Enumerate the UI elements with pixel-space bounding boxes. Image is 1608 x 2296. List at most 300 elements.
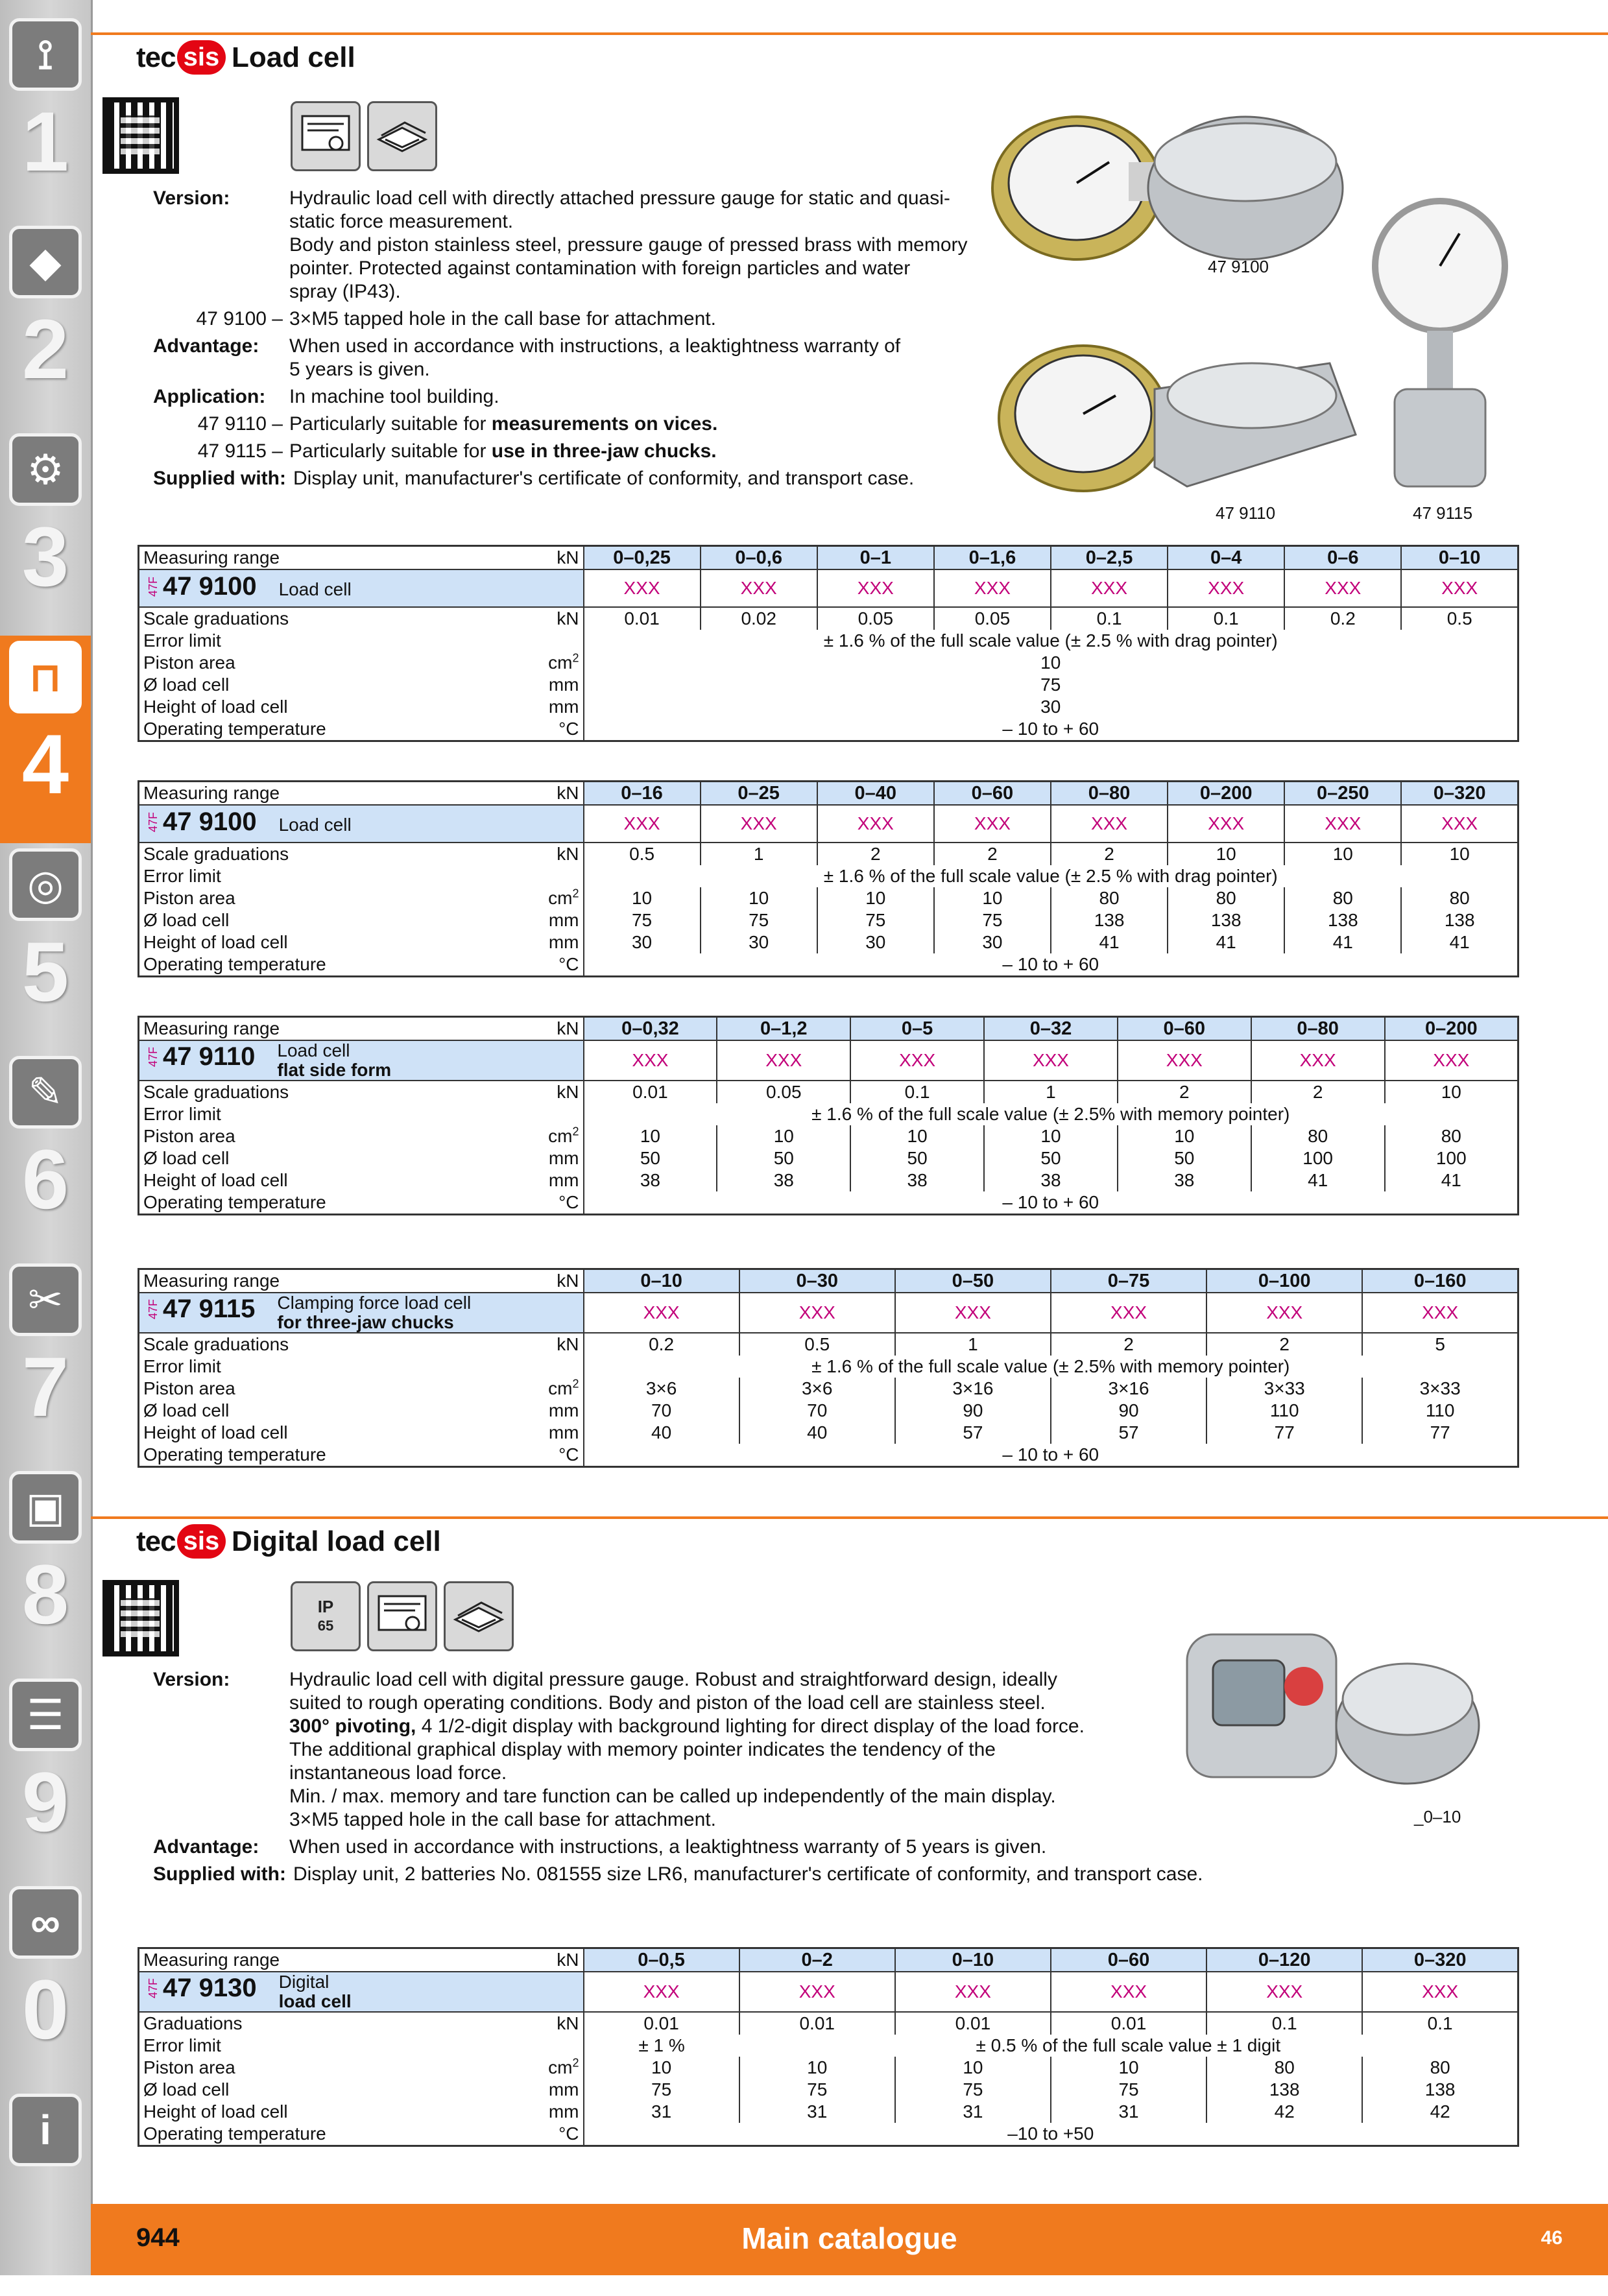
- table-row: [139, 1191, 1518, 1215]
- unit-cell: mm: [548, 1400, 579, 1420]
- unit-cell: $cm^2$: [548, 2057, 579, 2077]
- unit-cell: kN: [557, 2013, 579, 2033]
- product-name: [277, 1293, 471, 1332]
- price-cell[interactable]: XXX: [701, 569, 817, 607]
- table-row: [139, 843, 1518, 865]
- wrench-icon: ✎: [9, 1056, 82, 1129]
- chapter-number: 6: [21, 1132, 69, 1226]
- value-cell: 50: [1118, 1147, 1251, 1169]
- value-cell: 10: [895, 2057, 1051, 2079]
- row-label: Piston area: [143, 652, 235, 673]
- range-header: 0–80: [1251, 1017, 1385, 1041]
- range-header: 0–1,2: [717, 1017, 850, 1041]
- price-cell[interactable]: XXX: [739, 1972, 895, 2012]
- value-cell: 31: [584, 2101, 739, 2123]
- value-cell: 3×16: [1051, 1378, 1206, 1400]
- row-label: Ø load cell: [143, 675, 230, 695]
- row-label: Graduations: [143, 2013, 243, 2033]
- value-cell: 75: [701, 909, 817, 931]
- load-cell-photo-479110: [992, 337, 1362, 499]
- table-row: [139, 931, 1518, 953]
- table-row: [139, 2035, 1518, 2057]
- unit-cell: °C: [558, 1444, 579, 1465]
- price-cell[interactable]: XXX: [1206, 1972, 1362, 2012]
- value-cell: ± 1 %: [584, 2035, 739, 2057]
- value-cell: 40: [739, 1422, 895, 1444]
- value-cell: 30: [701, 931, 817, 953]
- value-cell: 0.2: [584, 1333, 739, 1356]
- range-header: 0–30: [739, 1269, 895, 1293]
- price-cell[interactable]: XXX: [584, 1293, 739, 1333]
- chapter-number: 0: [21, 1962, 69, 2057]
- chapter-number: 9: [21, 1754, 69, 1849]
- value-cell: 0.1: [1051, 607, 1168, 630]
- table-row: [139, 1040, 1518, 1081]
- price-cell[interactable]: XXX: [1051, 1293, 1206, 1333]
- table-row: [139, 569, 1518, 607]
- price-cell[interactable]: XXX: [1401, 805, 1518, 843]
- row-label: Scale graduations: [143, 608, 289, 628]
- value-cell: ± 1.6 % of the full scale value (± 2.5 % with drag pointer): [584, 630, 1518, 652]
- value-cell: 1: [701, 843, 817, 865]
- value-cell: 0.1: [850, 1081, 984, 1103]
- value-cell: 3×6: [739, 1378, 895, 1400]
- row-label: Error limit: [143, 2035, 221, 2055]
- description-block: Version: Hydraulic load cell with digital pressure gauge. Robust and straightforward design, ideally suited to rough operating conditions. Body and piston of the load cell are stainless steel. 300° pivoting, 4 1/2-digit display with background lighting for direct display of the load force. The additional graphical display with memory pointer indicates the tendency of the instantaneous load force. Min. / max. memory and tare function can be called up independently of the main display. 3×M5 tapped hole in the call base for attachment. Advantage: When used in accordance with instructions, a leaktightness warranty of 5 years is given. Supplied with: Display unit, 2 batteries No. 081555 size LR6, manufacturer's certificate of conformity, and transport case.: [153, 1669, 1203, 1885]
- range-header: 0–2: [739, 1948, 895, 1972]
- chapter-tab-3[interactable]: [0, 428, 91, 636]
- row-label: Measuring range: [139, 1948, 528, 1972]
- value-cell: 31: [1051, 2101, 1206, 2123]
- value-cell: ± 1.6 % of the full scale value (± 2.5% with memory pointer): [584, 1356, 1518, 1378]
- value-cell: 10: [1168, 843, 1284, 865]
- price-cell[interactable]: XXX: [584, 805, 701, 843]
- product-name-line: Clamping force load cell: [277, 1293, 472, 1313]
- cabinet-icon: ☰: [9, 1679, 82, 1751]
- value-cell: 10: [1385, 1081, 1518, 1103]
- table-row: [139, 652, 1518, 674]
- product-name: [277, 1041, 391, 1080]
- range-header: 0–25: [701, 782, 817, 806]
- row-label: Height of load cell: [143, 2101, 288, 2122]
- value-cell: 80: [1168, 887, 1284, 909]
- table-row: [139, 2079, 1518, 2101]
- range-header: 0–75: [1051, 1269, 1206, 1293]
- value-cell: 10: [850, 1125, 984, 1147]
- value-cell: 38: [1118, 1169, 1251, 1191]
- info-icon: i: [9, 2094, 82, 2166]
- range-header: 0–0,6: [701, 546, 817, 570]
- load-cell-photo-479100: [986, 110, 1349, 266]
- value-cell: – 10 to + 60: [584, 953, 1518, 977]
- value-cell: 80: [1401, 887, 1518, 909]
- value-cell: 38: [850, 1169, 984, 1191]
- spec-table-479100-b: [138, 780, 1519, 977]
- value-cell: 75: [1051, 2079, 1206, 2101]
- value-cell: 0.5: [1401, 607, 1518, 630]
- value-cell: 100: [1385, 1147, 1518, 1169]
- row-label: Ø load cell: [143, 1148, 230, 1168]
- product-cell: [139, 805, 584, 843]
- table-row: [139, 953, 1518, 977]
- value-cell: 50: [850, 1147, 984, 1169]
- value-cell: 30: [584, 931, 701, 953]
- row-label: Operating temperature: [143, 719, 326, 739]
- price-cell[interactable]: XXX: [850, 1040, 984, 1081]
- unit-cell: °C: [558, 1192, 579, 1212]
- range-header: 0–16: [584, 782, 701, 806]
- table-row: [139, 718, 1518, 741]
- caliper-icon: ⊓: [9, 641, 82, 713]
- unit-cell: mm: [548, 697, 579, 717]
- product-tag: 47F: [147, 1047, 160, 1068]
- product-tag: 47F: [147, 1299, 160, 1320]
- tecsis-logo: tec sis: [136, 1524, 226, 1559]
- qr-code-icon[interactable]: [102, 97, 179, 174]
- unit-cell: mm: [548, 2079, 579, 2099]
- table-row: [139, 805, 1518, 843]
- unit-cell: [528, 2035, 584, 2057]
- certificate-icon: [291, 101, 361, 171]
- table-row: [139, 1356, 1518, 1378]
- price-cell[interactable]: XXX: [1401, 569, 1518, 607]
- chapter-tab-1[interactable]: [0, 13, 91, 221]
- chapter-tab-i[interactable]: [0, 2088, 91, 2296]
- chapter-tab-4[interactable]: [0, 636, 91, 843]
- range-header: 0–0,32: [584, 1017, 717, 1041]
- value-cell: 80: [1206, 2057, 1362, 2079]
- value-cell: 10: [739, 2057, 895, 2079]
- price-cell[interactable]: XXX: [584, 1972, 739, 2012]
- value-cell: 38: [717, 1169, 850, 1191]
- chapter-tab-0[interactable]: [0, 1881, 91, 2088]
- chapter-number: 5: [21, 924, 69, 1019]
- spec-table-479100-a: [138, 545, 1519, 742]
- range-header: 0–10: [584, 1269, 739, 1293]
- value-cell: 0.01: [895, 2012, 1051, 2035]
- table-row: [139, 1378, 1518, 1400]
- chapter-tab-6[interactable]: [0, 1051, 91, 1258]
- section-rule: [91, 32, 1608, 35]
- product-cell: [139, 1040, 584, 1081]
- price-cell[interactable]: XXX: [1168, 569, 1284, 607]
- row-label: Height of load cell: [143, 1422, 288, 1442]
- chapter-sidebar: [0, 0, 93, 2275]
- unit-cell: kN: [528, 1948, 584, 1972]
- spec-table-479115: [138, 1268, 1519, 1468]
- value-cell: 31: [739, 2101, 895, 2123]
- value-cell: 75: [895, 2079, 1051, 2101]
- value-cell: 0.05: [717, 1081, 850, 1103]
- price-cell[interactable]: XXX: [934, 805, 1051, 843]
- value-cell: 57: [895, 1422, 1051, 1444]
- spec-table-479130: [138, 1947, 1519, 2147]
- value-cell: 80: [1051, 887, 1168, 909]
- value-cell: 10: [584, 2057, 739, 2079]
- table-row: [139, 546, 1518, 570]
- unit-cell: mm: [548, 910, 579, 930]
- value-cell: 0.02: [701, 607, 817, 630]
- row-label: Scale graduations: [143, 844, 289, 864]
- value-cell: 41: [1051, 931, 1168, 953]
- unit-cell: kN: [528, 1269, 584, 1293]
- unit-cell: [528, 1103, 584, 1125]
- value-cell: 30: [817, 931, 934, 953]
- table-row: [139, 1169, 1518, 1191]
- unit-cell: °C: [558, 954, 579, 974]
- range-header: 0–320: [1362, 1948, 1518, 1972]
- product-name: [279, 1972, 352, 2011]
- value-cell: 75: [584, 2079, 739, 2101]
- price-cell[interactable]: XXX: [1385, 1040, 1518, 1081]
- unit-cell: mm: [548, 2101, 579, 2122]
- value-cell: 110: [1206, 1400, 1362, 1422]
- value-cell: 30: [584, 696, 1518, 718]
- value-cell: 2: [1051, 843, 1168, 865]
- range-header: 0–32: [984, 1017, 1118, 1041]
- range-header: 0–320: [1401, 782, 1518, 806]
- value-cell: 30: [934, 931, 1051, 953]
- value-cell: – 10 to + 60: [584, 1191, 1518, 1215]
- range-header: 0–60: [1118, 1017, 1251, 1041]
- certificate-icon: [367, 1581, 437, 1651]
- unit-cell: °C: [558, 719, 579, 739]
- product-cell: [139, 569, 584, 607]
- value-cell: 10: [584, 887, 701, 909]
- chapter-number: 7: [21, 1339, 69, 1434]
- table-row: [139, 782, 1518, 806]
- table-row: [139, 1444, 1518, 1467]
- table-row: [139, 2101, 1518, 2123]
- range-header: 0–2,5: [1051, 546, 1168, 570]
- value-cell: 0.5: [739, 1333, 895, 1356]
- price-cell[interactable]: XXX: [1051, 569, 1168, 607]
- value-cell: 2: [817, 843, 934, 865]
- value-cell: 40: [584, 1422, 739, 1444]
- range-header: 0–100: [1206, 1269, 1362, 1293]
- product-name-line: Load cell: [278, 815, 352, 835]
- unit-cell: kN: [557, 1334, 579, 1354]
- load-cell-photo-479115: [1362, 195, 1518, 499]
- price-cell[interactable]: XXX: [717, 1040, 850, 1081]
- range-header: 0–10: [895, 1948, 1051, 1972]
- unit-cell: mm: [548, 1148, 579, 1168]
- table-row: [139, 1972, 1518, 2012]
- range-header: 0–1: [817, 546, 934, 570]
- price-cell[interactable]: XXX: [934, 569, 1051, 607]
- value-cell: 38: [584, 1169, 717, 1191]
- table-row: [139, 696, 1518, 718]
- value-cell: 0.5: [584, 843, 701, 865]
- price-cell[interactable]: XXX: [1118, 1040, 1251, 1081]
- value-cell: 10: [1401, 843, 1518, 865]
- table-row: [139, 674, 1518, 696]
- value-cell: 80: [1362, 2057, 1518, 2079]
- table-row: [139, 1147, 1518, 1169]
- value-cell: 0.1: [1168, 607, 1284, 630]
- price-cell[interactable]: XXX: [817, 569, 934, 607]
- value-cell: 10: [717, 1125, 850, 1147]
- chapter-tab-9[interactable]: [0, 1673, 91, 1881]
- table-row: [139, 1017, 1518, 1041]
- photo-caption: 47 9115: [1413, 503, 1473, 523]
- row-label: Ø load cell: [143, 1400, 230, 1420]
- price-cell[interactable]: XXX: [984, 1040, 1118, 1081]
- table-row: [139, 1333, 1518, 1356]
- value-cell: 42: [1362, 2101, 1518, 2123]
- price-cell[interactable]: XXX: [701, 805, 817, 843]
- price-cell[interactable]: XXX: [1051, 805, 1168, 843]
- product-number: 47 9130: [163, 1974, 257, 2003]
- product-name-line: load cell: [278, 1991, 352, 2011]
- product-tag: 47F: [147, 811, 160, 832]
- chapter-number: 8: [21, 1547, 69, 1642]
- table-row: [139, 607, 1518, 630]
- qr-code-icon[interactable]: [102, 1580, 179, 1656]
- range-header: 0–5: [850, 1017, 984, 1041]
- value-cell: 42: [1206, 2101, 1362, 2123]
- table-row: [139, 1103, 1518, 1125]
- range-header: 0–40: [817, 782, 934, 806]
- value-cell: ± 1.6 % of the full scale value (± 2.5 % with drag pointer): [584, 865, 1518, 887]
- value-cell: – 10 to + 60: [584, 718, 1518, 741]
- value-cell: 3×33: [1362, 1378, 1518, 1400]
- product-name: [279, 580, 352, 599]
- value-cell: 10: [817, 887, 934, 909]
- price-cell[interactable]: XXX: [895, 1972, 1051, 2012]
- value-cell: 0.05: [817, 607, 934, 630]
- price-cell[interactable]: XXX: [1362, 1972, 1518, 2012]
- range-header: 0–60: [1051, 1948, 1206, 1972]
- price-cell[interactable]: XXX: [1284, 569, 1401, 607]
- price-cell[interactable]: XXX: [1251, 1040, 1385, 1081]
- price-cell[interactable]: XXX: [1206, 1293, 1362, 1333]
- value-cell: 75: [934, 909, 1051, 931]
- ip65-icon: IP 65: [291, 1581, 361, 1651]
- chapter-tab-2[interactable]: [0, 221, 91, 428]
- value-cell: 41: [1401, 931, 1518, 953]
- value-cell: 2: [1251, 1081, 1385, 1103]
- table-row: [139, 1269, 1518, 1293]
- row-label: Error limit: [143, 630, 221, 651]
- value-cell: 31: [895, 2101, 1051, 2123]
- price-cell[interactable]: XXX: [1051, 1972, 1206, 2012]
- range-header: 0–200: [1168, 782, 1284, 806]
- value-cell: 80: [1251, 1125, 1385, 1147]
- price-cell[interactable]: XXX: [1168, 805, 1284, 843]
- digital-load-cell-photo: [1174, 1615, 1485, 1797]
- product-name: [279, 815, 352, 835]
- range-header: 0–120: [1206, 1948, 1362, 1972]
- unit-cell: kN: [557, 608, 579, 628]
- value-cell: 80: [1385, 1125, 1518, 1147]
- chapter-tab-8[interactable]: [0, 1466, 91, 1673]
- product-number: 47 9115: [163, 1295, 256, 1324]
- price-cell[interactable]: XXX: [739, 1293, 895, 1333]
- unit-cell: mm: [548, 1170, 579, 1190]
- value-cell: –10 to +50: [584, 2123, 1518, 2146]
- unit-cell: kN: [528, 1017, 584, 1041]
- price-cell[interactable]: XXX: [1362, 1293, 1518, 1333]
- row-label: Scale graduations: [143, 1082, 289, 1102]
- value-cell: 0.05: [934, 607, 1051, 630]
- product-cell: [139, 1972, 584, 2012]
- value-cell: 138: [1362, 2079, 1518, 2101]
- chapter-number: 3: [21, 509, 69, 604]
- row-label: Operating temperature: [143, 1444, 326, 1465]
- unit-cell: mm: [548, 1422, 579, 1442]
- value-cell: 0.01: [739, 2012, 895, 2035]
- value-cell: 0.2: [1284, 607, 1401, 630]
- photo-caption: 47 9110: [1216, 503, 1276, 523]
- row-label: Ø load cell: [143, 2079, 230, 2099]
- value-cell: 3×16: [895, 1378, 1051, 1400]
- value-cell: 138: [1168, 909, 1284, 931]
- value-cell: 10: [584, 652, 1518, 674]
- value-cell: 50: [717, 1147, 850, 1169]
- photo-caption: 47 9100: [1208, 257, 1269, 276]
- chapter-tab-7[interactable]: [0, 1258, 91, 1466]
- value-cell: 2: [1051, 1333, 1206, 1356]
- chapter-tab-5[interactable]: [0, 843, 91, 1051]
- price-cell[interactable]: XXX: [817, 805, 934, 843]
- chapter-number: 4: [21, 717, 69, 811]
- unit-cell: mm: [548, 675, 579, 695]
- row-label: Operating temperature: [143, 1192, 326, 1212]
- transport-case-icon: [444, 1581, 514, 1651]
- row-label: Scale graduations: [143, 1334, 289, 1354]
- value-cell: 41: [1168, 931, 1284, 953]
- product-number: 47 9100: [163, 571, 257, 601]
- value-cell: 41: [1284, 931, 1401, 953]
- row-label: Height of load cell: [143, 1170, 288, 1190]
- row-label: Operating temperature: [143, 2123, 326, 2144]
- row-label: Operating temperature: [143, 954, 326, 974]
- price-cell[interactable]: XXX: [584, 1040, 717, 1081]
- value-cell: 50: [984, 1147, 1118, 1169]
- value-cell: 50: [584, 1147, 717, 1169]
- value-cell: – 10 to + 60: [584, 1444, 1518, 1467]
- range-header: 0–4: [1168, 546, 1284, 570]
- row-label: Ø load cell: [143, 910, 230, 930]
- unit-cell: $cm^2$: [548, 652, 579, 673]
- unit-cell: [528, 865, 584, 887]
- value-cell: 0.1: [1206, 2012, 1362, 2035]
- row-label: Piston area: [143, 1126, 235, 1146]
- value-cell: ± 1.6 % of the full scale value (± 2.5% with memory pointer): [584, 1103, 1518, 1125]
- value-cell: 10: [1284, 843, 1401, 865]
- value-cell: 75: [584, 909, 701, 931]
- unit-cell: $cm^2$: [548, 1378, 579, 1398]
- product-name-line: Load cell: [278, 579, 352, 600]
- table-row: [139, 1400, 1518, 1422]
- range-header: 0–250: [1284, 782, 1401, 806]
- unit-cell: °C: [558, 2123, 579, 2144]
- price-cell[interactable]: XXX: [1284, 805, 1401, 843]
- value-cell: 0.01: [584, 607, 701, 630]
- price-cell[interactable]: XXX: [895, 1293, 1051, 1333]
- value-cell: 10: [1051, 2057, 1206, 2079]
- value-cell: 38: [984, 1169, 1118, 1191]
- range-header: 0–160: [1362, 1269, 1518, 1293]
- unit-cell: $cm^2$: [548, 887, 579, 908]
- table-row: [139, 1081, 1518, 1103]
- value-cell: 90: [895, 1400, 1051, 1422]
- value-cell: 1: [895, 1333, 1051, 1356]
- price-cell[interactable]: XXX: [584, 569, 701, 607]
- unit-cell: kN: [528, 546, 584, 570]
- product-name-line: Load cell: [277, 1040, 350, 1060]
